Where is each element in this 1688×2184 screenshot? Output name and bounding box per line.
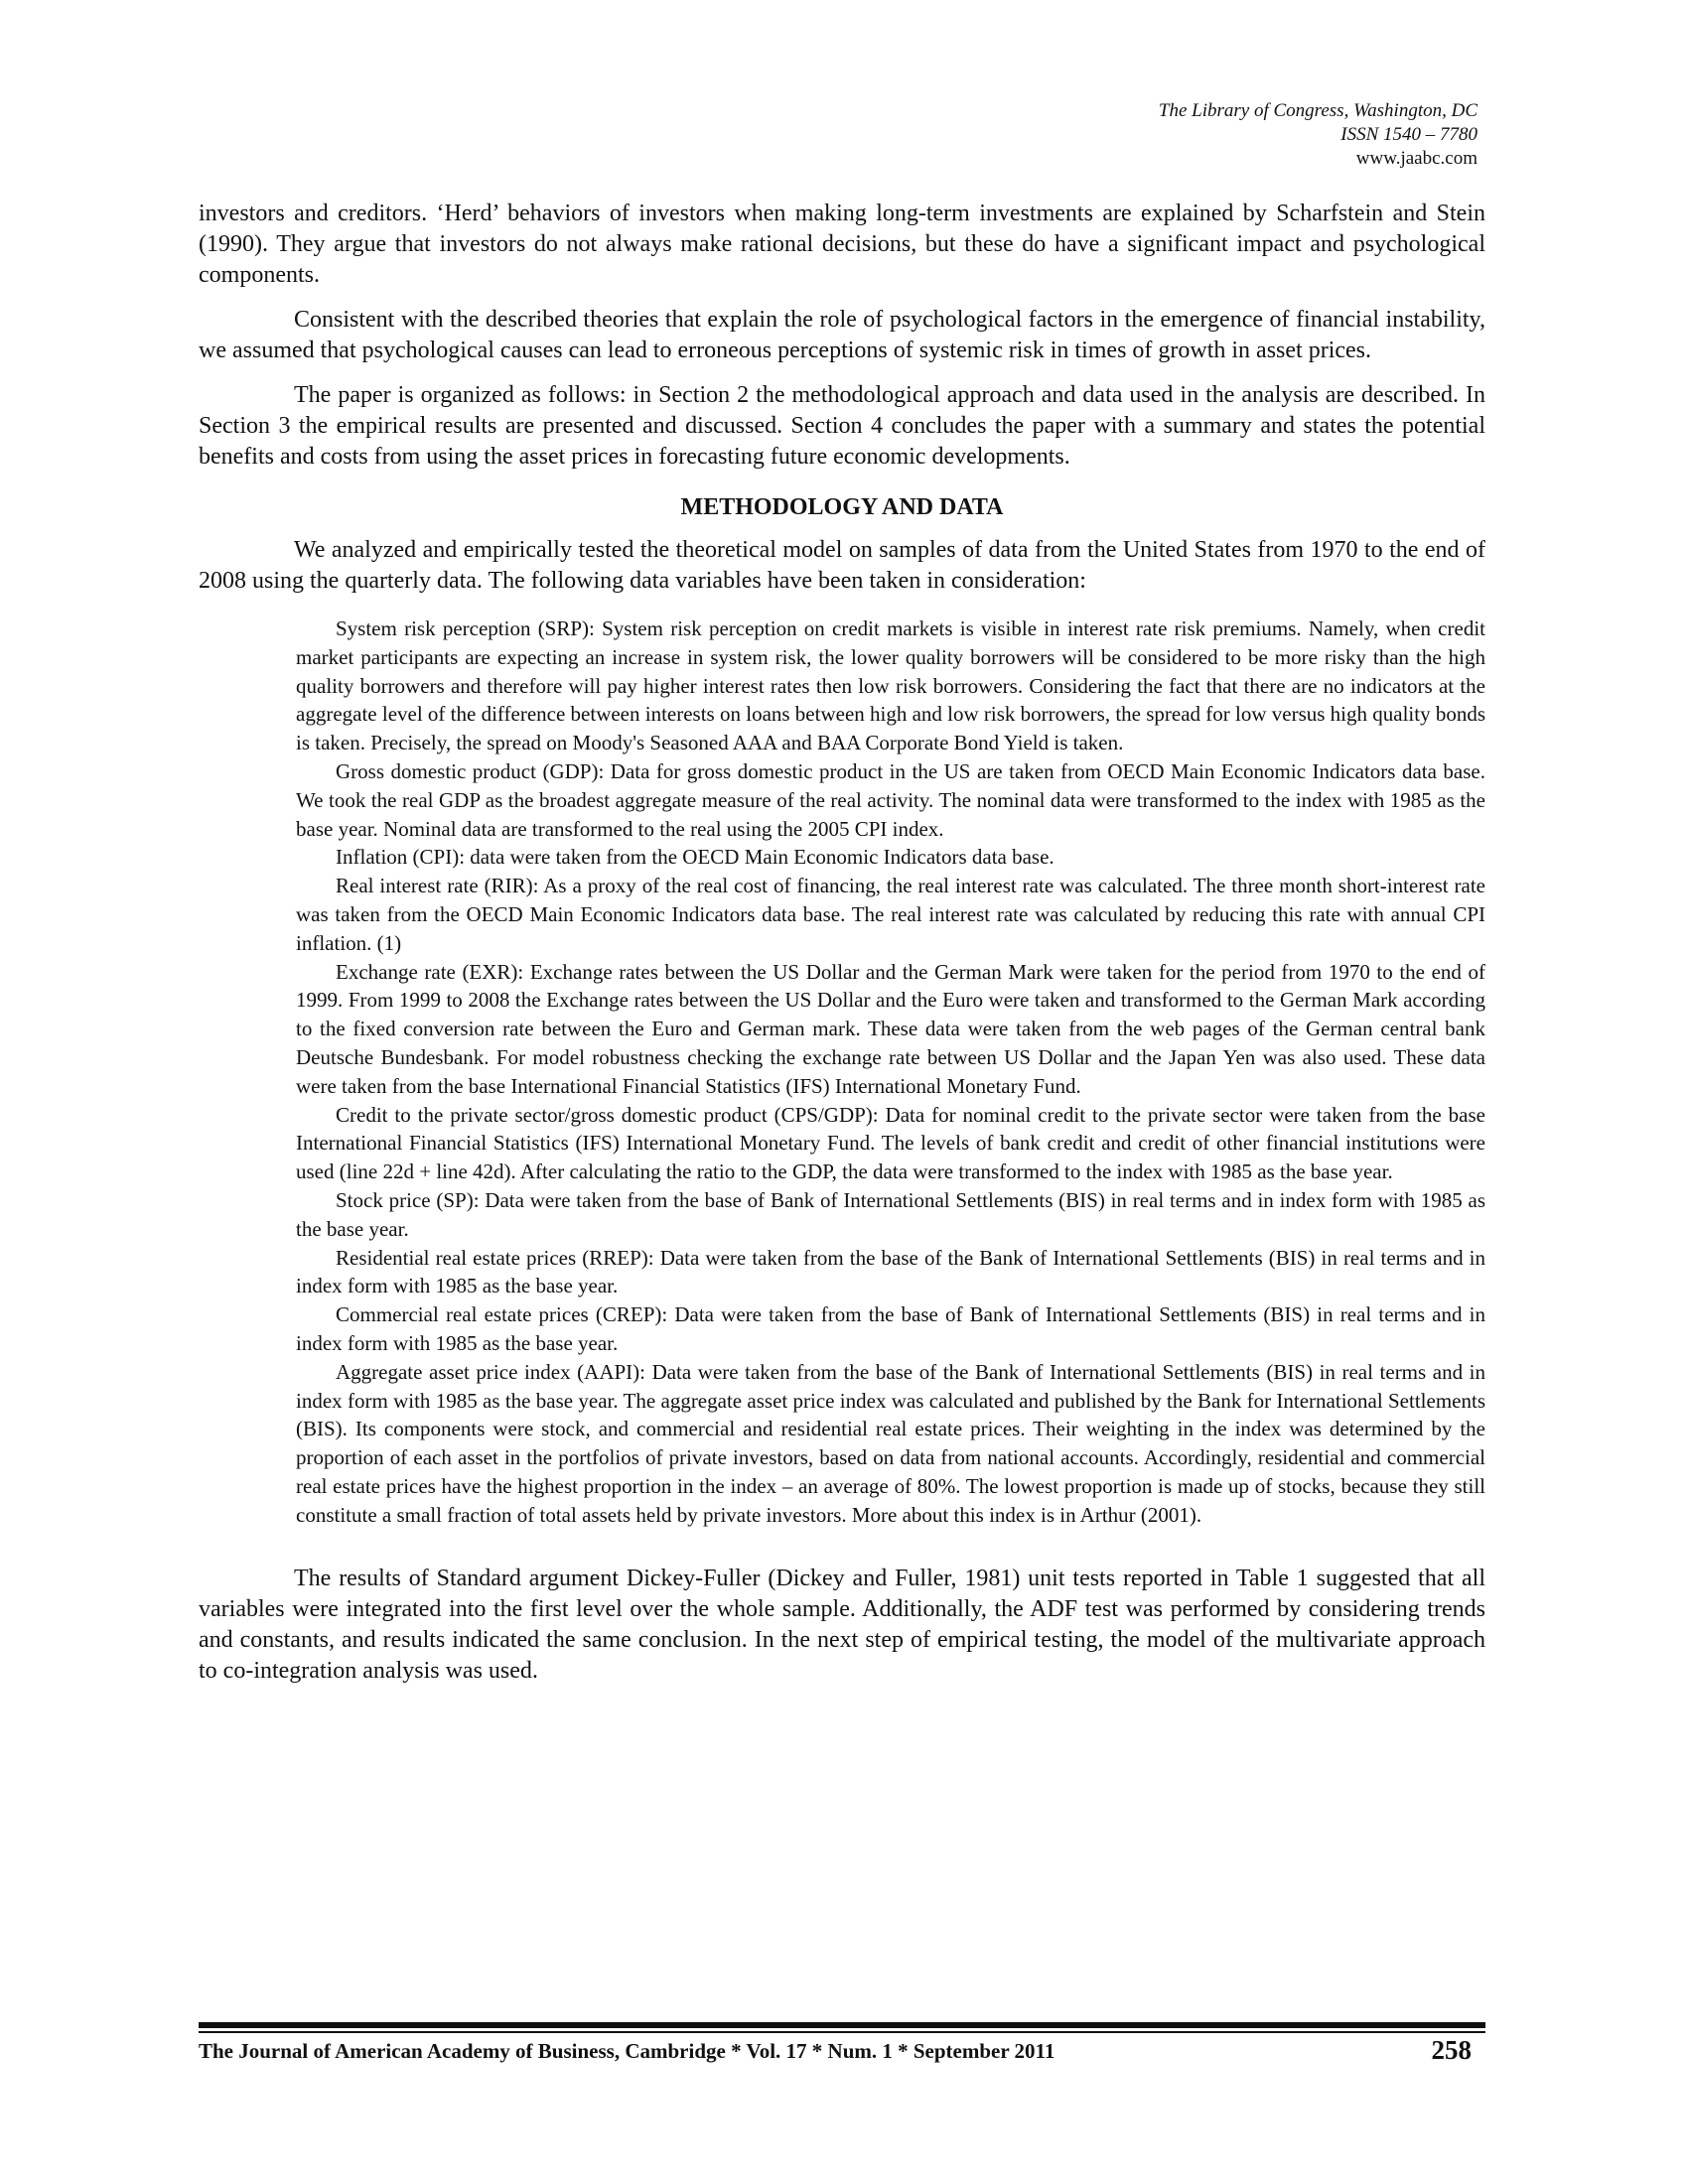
section-title: METHODOLOGY AND DATA: [680, 494, 1004, 520]
footer-rule: [199, 2022, 1485, 2033]
running-header: [1159, 99, 1477, 171]
page-body: [199, 199, 1485, 1701]
variable-crep: Commercial real estate prices (CREP): Data were taken from the base of Bank of International Settlements (BIS) in real terms and in index form with 1985 as the base year.: [296, 1302, 1485, 1355]
variable-cps-gdp: Credit to the private sector/gross domestic product (CPS/GDP): Data for nominal credit to the private sector were taken from the base International Financial Statistics (IFS) International Monetary Fund. The levels of bank credit and credit of other financial institutions were used (line 22d + line 42d). After calculating the ratio to the GDP, the data were transformed to the index with 1985 as the base year.: [296, 1102, 1485, 1184]
footer-journal: The Journal of American Academy of Business, Cambridge * Vol. 17 * Num. 1 * September 2011: [199, 2039, 1055, 2063]
variable-aapi: Aggregate asset price index (AAPI): Data were taken from the base of the Bank of International Settlements (BIS) in real terms and in index form with 1985 as the base year. The aggregate asset price index was calculated and published by the Bank for International Settlements (BIS). Its components were stock, and commercial and residential real estate prices. Their weighting in the index was determined by the proportion of each asset in the portfolios of private investors, based on data from national accounts. Accordingly, residential and commercial real estate prices have the highest proportion in the index – an average of 80%. The lowest proportion is made up of stocks, because they still constitute a small fraction of total assets held by private investors. More about this index is in Arthur (2001).: [296, 1359, 1485, 1527]
paragraph: The paper is organized as follows: in Section 2 the methodological approach and data used in the analysis are described. In Section 3 the empirical results are presented and discussed. Section 4 concludes the paper with a summary and states the potential benefits and costs from using the asset prices in forecasting future economic developments.: [199, 382, 1485, 470]
variable-sp: Stock price (SP): Data were taken from the base of Bank of International Settlements (BIS) in real terms and in index form with 1985 as the base year.: [296, 1187, 1485, 1241]
header-issn: ISSN 1540 – 7780: [1340, 124, 1477, 145]
variables-list: [296, 614, 1485, 1530]
variable-cpi: Inflation (CPI): data were taken from the OECD Main Economic Indicators data base.: [336, 845, 1055, 870]
header-library: The Library of Congress, Washington, DC: [1158, 100, 1477, 121]
paragraph: investors and creditors. ‘Herd’ behaviors of investors when making long-term investments are explained by Scharfstein and Stein (1990). They argue that investors do not always make rational decisions, but these do have a significant impact and psychological components.: [199, 201, 1485, 288]
variable-srp: System risk perception (SRP): System risk perception on credit markets is visible in interest rate risk premiums. Namely, when credit market participants are expecting an increase in system risk, the lower quality borrowers will be considered to be more risky than the high quality borrowers and therefore will pay higher interest rates then low risk borrowers. Considering the fact that there are no indicators at the aggregate level of the difference between interests on loans between high and low risk borrowers, the spread for low versus high quality bonds is taken. Precisely, the spread on Moody's Seasoned AAA and BAA Corporate Bond Yield is taken.: [296, 616, 1486, 755]
page-number: 258: [1431, 2035, 1472, 2065]
methodology-intro: We analyzed and empirically tested the theoretical model on samples of data from the United States from 1970 to the end of 2008 using the quarterly data. The following data variables have been taken in consideration:: [199, 537, 1485, 594]
variable-rir: Real interest rate (RIR): As a proxy of the real cost of financing, the real interest rate was calculated. The three month short-interest rate was taken from the OECD Main Economic Indicators data base. The real interest rate was calculated by reducing this rate with annual CPI inflation. (1): [296, 874, 1485, 955]
header-website: www.jaabc.com: [1355, 148, 1477, 169]
variable-exr: Exchange rate (EXR): Exchange rates between the US Dollar and the German Mark were taken for the period from 1970 to the end of 1999. From 1999 to 2008 the Exchange rates between the US Dollar and the Euro were taken and transformed to the German Mark according to the fixed conversion rate between the Euro and German mark. These data were taken from the web pages of the German central bank Deutsche Bundesbank. For model robustness checking the exchange rate between US Dollar and the Japan Yen was also used. These data were taken from the base International Financial Statistics (IFS) International Monetary Fund.: [296, 959, 1485, 1098]
paragraph: Consistent with the described theories that explain the role of psychological factors in the emergence of financial instability, we assumed that psychological causes can lead to erroneous perceptions of systemic risk in times of growth in asset prices.: [199, 307, 1485, 363]
variable-rrep: Residential real estate prices (RREP): Data were taken from the base of the Bank of International Settlements (BIS) in real terms and in index form with 1985 as the base year.: [296, 1245, 1485, 1298]
closing-paragraph: The results of Standard argument Dickey-Fuller (Dickey and Fuller, 1981) unit tests reported in Table 1 suggested that all variables were integrated into the first level over the whole sample. Additionally, the ADF test was performed by considering trends and constants, and results indicated the same conclusion. In the next step of empirical testing, the model of the multivariate approach to co-integration analysis was used.: [199, 1565, 1485, 1684]
variable-gdp: Gross domestic product (GDP): Data for gross domestic product in the US are taken from OECD Main Economic Indicators data base. We took the real GDP as the broadest aggregate measure of the real activity. The nominal data were transformed to the index with 1985 as the base year. Nominal data are transformed to the real using the 2005 CPI index.: [296, 758, 1485, 841]
